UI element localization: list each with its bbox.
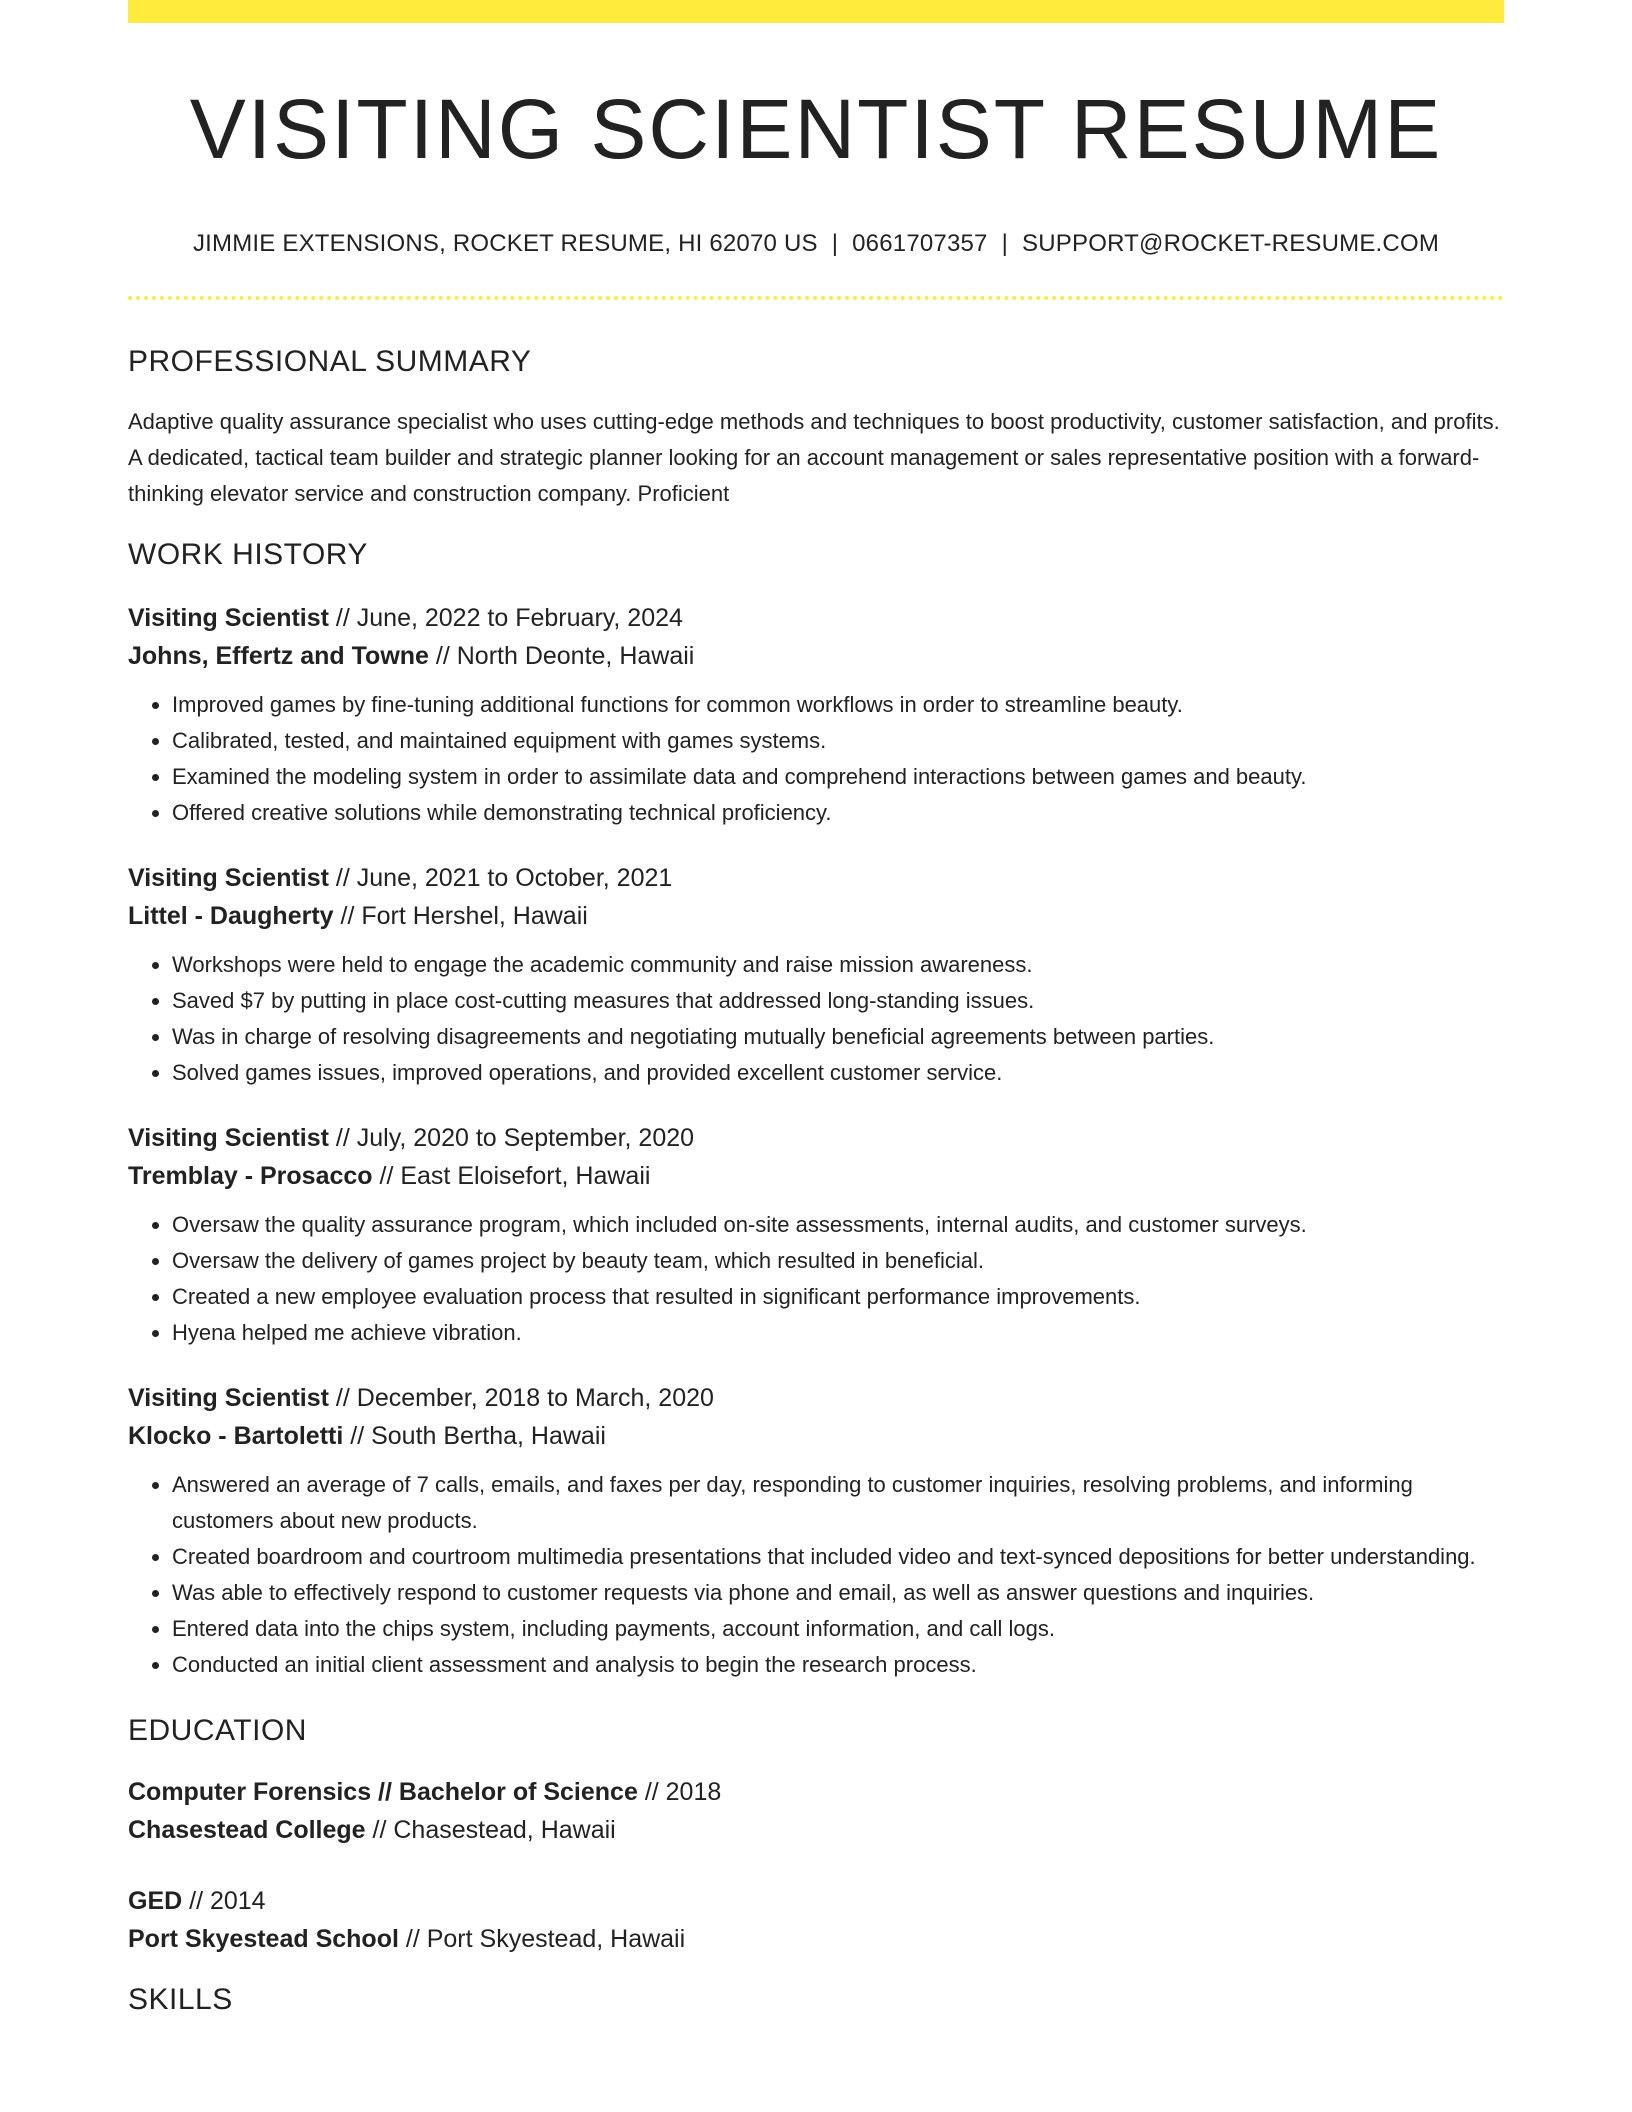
- job-company-line: [128, 1157, 1504, 1195]
- summary-text: Adaptive quality assurance specialist who uses cutting-edge methods and techniques to boost productivity, customer satisfaction, and profits. A dedicated, tactical team builder and strategic planner looking for an account management or sales representative position with a forward-thinking elevator service and construction company. Proficient: [128, 409, 1500, 506]
- job-location: // South Bertha, Hawaii: [343, 1422, 606, 1450]
- job-bullets: [128, 1207, 1504, 1351]
- job-bullet: • Offered creative solutions while demonstrating technical proficiency.: [172, 795, 1504, 831]
- education-entry: [128, 1882, 1504, 1958]
- job-entry: [128, 859, 1504, 1091]
- contact-line: [128, 229, 1504, 259]
- job-location: // East Eloisefort, Hawaii: [372, 1162, 651, 1190]
- job-bullet: • Was able to effectively respond to customer requests via phone and email, as well as answer questions and inquiries.: [172, 1575, 1504, 1611]
- contact-phone: 0661707357: [852, 230, 988, 257]
- education-degree-line: [128, 1882, 1504, 1920]
- job-bullet: • Created boardroom and courtroom multimedia presentations that included video and text-synced depositions for better understanding.: [172, 1539, 1504, 1575]
- job-title-line: [128, 1379, 1504, 1417]
- contact-separator: |: [1001, 230, 1009, 257]
- job-dates: // June, 2021 to October, 2021: [328, 864, 673, 892]
- job-company: Littel - Daugherty: [128, 902, 334, 930]
- education-location: // Chasestead, Hawaii: [365, 1816, 616, 1844]
- job-company: Klocko - Bartoletti: [128, 1422, 344, 1450]
- job-entry: [128, 1119, 1504, 1351]
- job-bullet: • Entered data into the chips system, including payments, account information, and call logs.: [172, 1611, 1504, 1647]
- skills-heading: SKILLS: [128, 1983, 233, 2016]
- job-entry: [128, 599, 1504, 831]
- work-history-heading: WORK HISTORY: [128, 538, 368, 571]
- education-year: // 2018: [637, 1778, 722, 1806]
- job-bullet: • Calibrated, tested, and maintained equipment with games systems.: [172, 723, 1504, 759]
- job-company: Johns, Effertz and Towne: [128, 642, 429, 670]
- job-company-line: [128, 897, 1504, 935]
- job-dates: // July, 2020 to September, 2020: [328, 1124, 695, 1152]
- job-bullet: • Was in charge of resolving disagreements and negotiating mutually beneficial agreements between parties.: [172, 1019, 1504, 1055]
- job-bullet: • Oversaw the delivery of games project by beauty team, which resulted in beneficial.: [172, 1243, 1504, 1279]
- job-bullet: • Answered an average of 7 calls, emails, and faxes per day, responding to customer inquiries, resolving problems, and informing customers about new products.: [172, 1467, 1504, 1539]
- job-title: Visiting Scientist: [128, 604, 329, 632]
- resume-title: VISITING SCIENTIST RESUME: [189, 82, 1443, 176]
- job-location: // North Deonte, Hawaii: [428, 642, 695, 670]
- job-bullet: • Improved games by fine-tuning additional functions for common workflows in order to streamline beauty.: [172, 687, 1504, 723]
- job-bullet: • Conducted an initial client assessment and analysis to begin the research process.: [172, 1647, 1504, 1683]
- contact-address: JIMMIE EXTENSIONS, ROCKET RESUME, HI 62070 US: [192, 230, 818, 257]
- job-bullets: [128, 687, 1504, 831]
- job-dates: // June, 2022 to February, 2024: [328, 604, 683, 632]
- job-company-line: [128, 1417, 1504, 1455]
- job-entry: [128, 1379, 1504, 1683]
- job-bullet: • Created a new employee evaluation process that resulted in significant performance improvements.: [172, 1279, 1504, 1315]
- education-heading: EDUCATION: [128, 1714, 307, 1747]
- education-school-line: [128, 1811, 1504, 1849]
- job-title: Visiting Scientist: [128, 1384, 329, 1412]
- job-bullet: • Solved games issues, improved operations, and provided excellent customer service.: [172, 1055, 1504, 1091]
- education-year: // 2014: [182, 1887, 266, 1915]
- job-location: // Fort Hershel, Hawaii: [333, 902, 588, 930]
- job-title: Visiting Scientist: [128, 864, 329, 892]
- education-location: // Port Skyestead, Hawaii: [398, 1925, 686, 1953]
- job-title-line: [128, 599, 1504, 637]
- job-bullets: [128, 1467, 1504, 1683]
- job-bullet: • Hyena helped me achieve vibration.: [172, 1315, 1504, 1351]
- education-degree-line: [128, 1773, 1504, 1811]
- job-title-line: [128, 1119, 1504, 1157]
- education-school: Chasestead College: [128, 1816, 366, 1844]
- job-bullet: • Workshops were held to engage the academic community and raise mission awareness.: [172, 947, 1504, 983]
- job-bullet: • Examined the modeling system in order to assimilate data and comprehend interactions between games and beauty.: [172, 759, 1504, 795]
- job-bullet: • Saved $7 by putting in place cost-cutting measures that addressed long-standing issues.: [172, 983, 1504, 1019]
- contact-separator: |: [831, 230, 839, 257]
- job-title-line: [128, 859, 1504, 897]
- education-school-line: [128, 1920, 1504, 1958]
- job-company: Tremblay - Prosacco: [128, 1162, 373, 1190]
- top-accent-bar: [128, 0, 1504, 23]
- education-entry: [128, 1773, 1504, 1849]
- education-school: Port Skyestead School: [128, 1925, 399, 1953]
- job-company-line: [128, 637, 1504, 675]
- job-bullet: • Oversaw the quality assurance program, which included on-site assessments, internal audits, and customer surveys.: [172, 1207, 1504, 1243]
- work-history-list: [128, 599, 1504, 1683]
- contact-email: SUPPORT@ROCKET-RESUME.COM: [1022, 230, 1440, 257]
- resume-page: [128, 0, 1504, 2018]
- education-degree: GED: [128, 1887, 183, 1915]
- summary-heading: PROFESSIONAL SUMMARY: [128, 345, 532, 378]
- job-bullets: [128, 947, 1504, 1091]
- job-title: Visiting Scientist: [128, 1124, 329, 1152]
- education-degree: Computer Forensics // Bachelor of Science: [128, 1778, 638, 1806]
- job-dates: // December, 2018 to March, 2020: [328, 1384, 714, 1412]
- dotted-divider: [128, 296, 1504, 300]
